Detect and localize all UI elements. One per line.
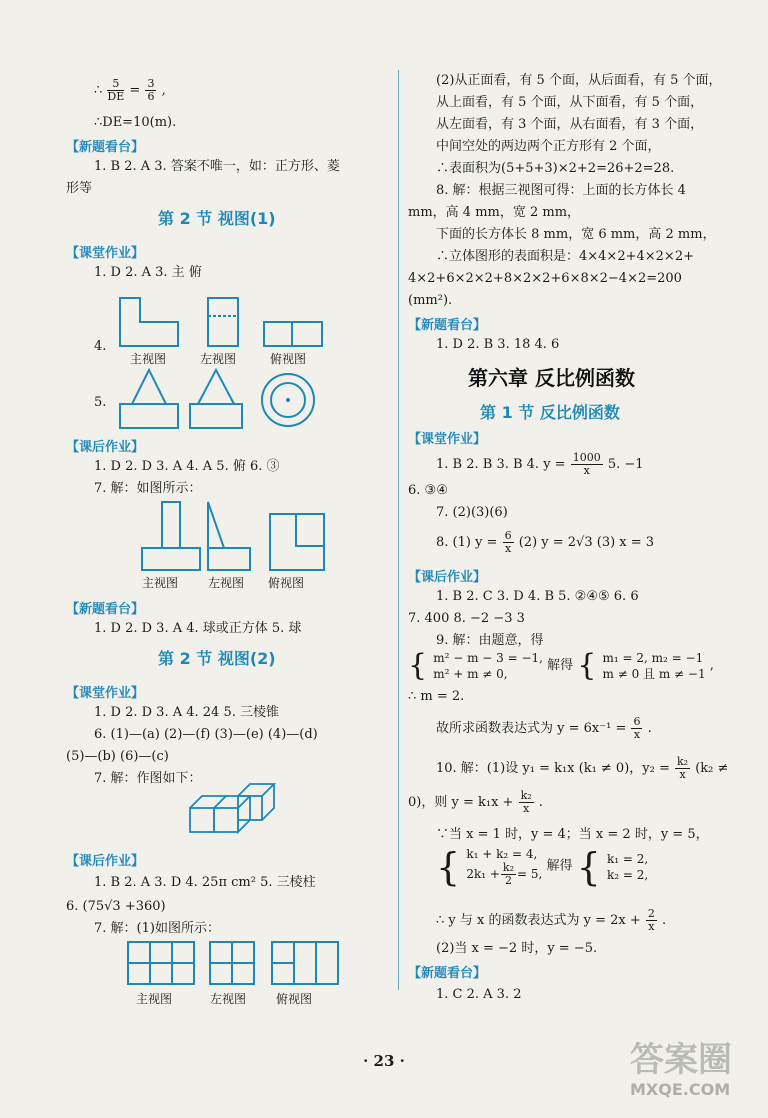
caption-left-view: 左视图 <box>210 992 247 1006</box>
therefore-symbol: ∴ <box>94 83 103 98</box>
answer-line: 从上面看，有 5 个面，从下面看，有 5 个面， <box>436 95 704 110</box>
answer-line: ∴ y 与 x 的函数表达式为 y = 2x + $\frac{2}{x}$ . <box>436 907 667 933</box>
figure-q7-views <box>140 500 380 572</box>
section-tag-ketang: 【课堂作业】 <box>66 246 145 261</box>
chapter-title: 第六章 反比例函数 <box>468 366 635 390</box>
answer-line: ∴立体图形的表面积是：4×4×2+4×2×2+ <box>436 249 694 264</box>
answer-line: 6. (1)—(a) (2)—(f) (3)—(e) (4)—(d) <box>94 727 318 742</box>
figure-q7-grid-views <box>126 940 396 986</box>
answer-line: 1. D 2. A 3. 主 俯 <box>94 265 202 280</box>
caption-front-view: 主视图 <box>142 576 179 590</box>
answer-line: 0)，则 y = k₁x + $\frac{\text{k₂}}{x}$ . <box>408 789 543 815</box>
answer-line: 1. D 2. D 3. A 4. A 5. 俯 6. ③ <box>94 459 280 474</box>
question-number: 4. <box>94 339 107 354</box>
answer-line: ∴表面积为(5+5+3)×2+2=26+2=28. <box>436 161 675 176</box>
fraction-3-6: $\frac{3}{6}$ <box>147 77 155 103</box>
front-view-shape <box>120 298 178 346</box>
equation-system-k: { k₁ + k₂ = 4, 2k₁ + $\frac{\text{k₂}}{2}$ = 5, 解得 { k₁ = 2, k₂ = 2, <box>436 844 649 889</box>
answer-line: (mm²). <box>408 293 453 308</box>
caption-front-view: 主视图 <box>136 992 173 1006</box>
section-tag-xintai: 【新题看台】 <box>408 318 487 333</box>
answer-line: 从左面看，有 3 个面，从右面看，有 3 个面， <box>436 117 704 132</box>
answer-line: (5)—(b) (6)—(c) <box>66 749 169 764</box>
fraction-5-de: $\frac{5}{DE}$ <box>107 77 125 103</box>
section-tag-ketang: 【课堂作业】 <box>408 432 487 447</box>
answer-line: 形等 <box>66 181 93 196</box>
answer-line: (2)当 x = −2 时，y = −5. <box>436 941 598 956</box>
answer-line: (2)从正面看，有 5 个面，从后面看，有 5 个面， <box>436 73 722 88</box>
answer-line: 7. (2)(3)(6) <box>436 505 508 520</box>
figure-q4-views <box>118 296 388 348</box>
answer-line: 1. D 2. D 3. A 4. 24 5. 三棱锥 <box>94 705 279 720</box>
answer-line: 6. (75√3 +360) <box>66 899 166 914</box>
answer-line: 6. ③④ <box>408 483 448 498</box>
caption-top-view: 俯视图 <box>276 992 313 1006</box>
section-tag-xintai: 【新题看台】 <box>66 602 145 617</box>
caption-top-view: 俯视图 <box>270 352 307 366</box>
answer-line: 下面的长方体长 8 mm，宽 6 mm，高 2 mm， <box>436 227 716 242</box>
figure-cube-drawing <box>188 782 284 842</box>
section-tag-kehou: 【课后作业】 <box>66 854 145 869</box>
equals: = <box>129 83 141 98</box>
answer-line: 9. 解：由题意，得 <box>436 633 544 648</box>
answer-line: mm，高 4 mm，宽 2 mm， <box>408 205 581 220</box>
caption-top-view: 俯视图 <box>268 576 305 590</box>
page-number: · 23 · <box>363 1052 405 1070</box>
answer-line: 7. 400 8. −2 −3 3 <box>408 611 525 626</box>
answer-line: 8. (1) y = $\frac{6}{x}$ (2) y = 2√3 (3) x = 3 <box>436 529 655 555</box>
caption-left-view: 左视图 <box>200 352 237 366</box>
answer-line: 7. 解：(1)如图所示： <box>94 921 220 936</box>
answer-line: ∴ m = 2. <box>408 689 465 704</box>
section-tag-xintai: 【新题看台】 <box>66 140 145 155</box>
answer-line: 1. D 2. D 3. A 4. 球或正方体 5. 球 <box>94 621 302 636</box>
answer-line: ∵当 x = 1 时，y = 4；当 x = 2 时，y = 5， <box>436 827 709 842</box>
section-tag-ketang: 【课堂作业】 <box>66 686 145 701</box>
answer-line: 1. B 2. B 3. B 4. y = $\frac{1000}{x}$ 5. −1 <box>436 451 644 477</box>
section-tag-kehou: 【课后作业】 <box>66 440 145 455</box>
fraction-1000-x: $\frac{1000}{x}$ <box>572 451 601 477</box>
caption-front-view: 主视图 <box>130 352 167 366</box>
watermark-logo: 答案圈 MXQE.COM <box>630 1040 732 1099</box>
answer-line: 8. 解：根据三视图可得：上面的长方体长 4 <box>436 183 686 198</box>
answer-line: 7. 解：作图如下： <box>94 771 202 786</box>
answer-line: 1. C 2. A 3. 2 <box>436 987 522 1002</box>
question-number: 5. <box>94 395 107 410</box>
answer-line: 1. B 2. C 3. D 4. B 5. ②④⑤ 6. 6 <box>436 589 639 604</box>
answer-line: 1. B 2. A 3. 答案不唯一，如：正方形、菱 <box>94 159 340 174</box>
answer-line: 7. 解：如图所示： <box>94 481 202 496</box>
answer-line: 1. B 2. A 3. D 4. 25π cm² 5. 三棱柱 <box>94 875 316 890</box>
section-title-view-1: 第 2 节 视图(1) <box>158 209 276 228</box>
answer-line: 故所求函数表达式为 y = 6x⁻¹ = $\frac{6}{x}$ . <box>436 715 652 741</box>
de-result: ∴DE=10(m). <box>94 115 177 130</box>
ratio-line: ∴ $\frac{5}{DE}$ = $\frac{3}{6}$ , <box>94 77 166 103</box>
answer-line: 中间空处的两边两个正方形有 2 个面， <box>436 139 661 154</box>
column-divider <box>398 70 399 990</box>
answer-line: 10. 解：(1)设 y₁ = k₁x (k₁ ≠ 0)，y₂ = $\frac{\text{k₂}}{x}$ (k₂ ≠ <box>436 755 729 781</box>
figure-q5-views <box>118 368 388 430</box>
section-title-inverse-function: 第 1 节 反比例函数 <box>480 403 620 422</box>
section-tag-xintai: 【新题看台】 <box>408 966 487 981</box>
left-view-shape <box>208 298 238 346</box>
equation-system-m: { m² − m − 3 = −1, m² + m ≠ 0, 解得 { m₁ = 2, m₂ = −1 m ≠ 0 且 m ≠ −1 , <box>408 648 714 683</box>
answer-line: 4×2+6×2×2+8×2×2+6×8×2−4×2=200 <box>408 271 682 286</box>
caption-left-view: 左视图 <box>208 576 245 590</box>
section-tag-kehou: 【课后作业】 <box>408 570 487 585</box>
answer-line: 1. D 2. B 3. 18 4. 6 <box>436 337 560 352</box>
section-title-view-2: 第 2 节 视图(2) <box>158 649 276 668</box>
fraction-6-x: $\frac{6}{x}$ <box>504 529 512 555</box>
